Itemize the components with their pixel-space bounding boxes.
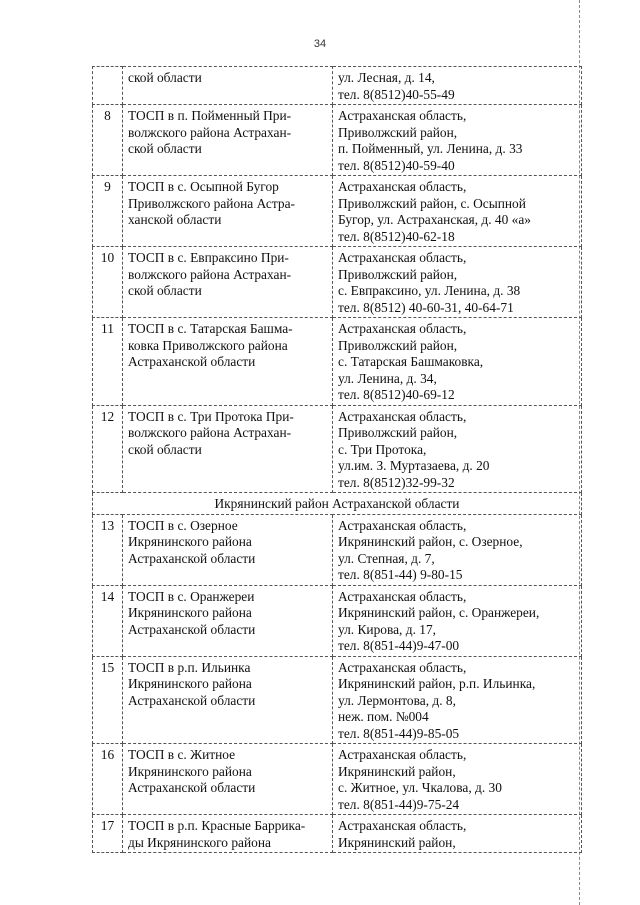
address-cell xyxy=(333,247,582,318)
row-number-cell: 11 xyxy=(93,318,123,406)
address-cell xyxy=(333,405,582,493)
text-line: ул. Лермонтова, д. 8, xyxy=(338,692,456,708)
text-line: волжского района Астрахан- xyxy=(128,124,292,140)
text-line: ТОСП в с. Осыпной Бугор xyxy=(128,179,279,194)
name-cell xyxy=(123,514,333,585)
name-cell xyxy=(123,815,333,853)
text-line: тел. 8(8512)40-55-49 xyxy=(338,86,455,102)
address-cell xyxy=(333,656,582,744)
text-line: тел. 8(8512)40-59-40 xyxy=(338,157,455,173)
address-cell xyxy=(333,176,582,247)
text-line: ской области xyxy=(128,70,202,85)
text-line: тел. 8(851-44)9-85-05 xyxy=(338,725,460,741)
address-cell xyxy=(333,744,582,815)
row-number-cell: 10 xyxy=(93,247,123,318)
text-line: ТОСП в с. Евпраксино При- xyxy=(128,250,289,265)
text-line: Приволжский район, xyxy=(338,266,458,282)
text-line: Астраханская область, xyxy=(338,588,467,604)
text-line: Астраханская область, xyxy=(338,659,467,675)
text-line: Приволжский район, xyxy=(338,124,458,140)
row-number-cell: 16 xyxy=(93,744,123,815)
text-line: ТОСП в с. Житное xyxy=(128,747,236,762)
text-line: Астраханская область, xyxy=(338,250,467,265)
row-number-cell: 13 xyxy=(93,514,123,585)
text-line: Приволжский район, xyxy=(338,425,458,440)
name-cell xyxy=(123,105,333,176)
text-line: Икрянинский район, с. Озерное, xyxy=(338,534,523,549)
text-line: тел. 8(851-44) 9-80-15 xyxy=(338,567,463,582)
text-line: Астраханской области xyxy=(128,550,256,566)
text-line: тел. 8(851-44)9-75-24 xyxy=(338,796,460,812)
text-line: ТОСП в р.п. Ильинка xyxy=(128,659,251,675)
name-cell xyxy=(123,656,333,744)
address-cell xyxy=(333,318,582,406)
table-row-continuation xyxy=(93,67,582,105)
text-line: ул. Кирова, д. 17, xyxy=(338,621,437,637)
text-line: ТОСП в р.п. Красные Баррика- xyxy=(128,818,306,833)
text-line: Икрянинский район, с. Оранжереи, xyxy=(338,605,540,620)
text-line: Астраханская область, xyxy=(338,517,467,533)
text-line: Астраханская область, xyxy=(338,321,467,336)
text-line: Приволжский район, с. Осыпной xyxy=(338,195,526,211)
text-line: ской области xyxy=(128,441,202,457)
text-line: волжского района Астрахан- xyxy=(128,266,292,282)
name-cell xyxy=(123,585,333,656)
text-line: тел. 8(851-44)9-47-00 xyxy=(338,638,460,653)
table-row xyxy=(93,247,582,318)
table-row xyxy=(93,815,582,853)
text-line: ул. Степная, д. 7, xyxy=(338,550,435,566)
registry-table xyxy=(92,66,582,853)
table-row xyxy=(93,744,582,815)
row-number-cell: 9 xyxy=(93,176,123,247)
text-line: Астраханская область, xyxy=(338,818,467,833)
text-line: тел. 8(8512)32-99-32 xyxy=(338,474,455,490)
text-line: с. Евпраксино, ул. Ленина, д. 38 xyxy=(338,283,521,298)
text-line: Икрянинского района xyxy=(128,763,252,779)
name-cell xyxy=(123,318,333,406)
text-line: ханской области xyxy=(128,212,222,227)
text-line: ТОСП в с. Татарская Башма- xyxy=(128,321,293,336)
name-cell xyxy=(123,176,333,247)
text-line: Икрянинского района xyxy=(128,676,252,691)
table-row xyxy=(93,585,582,656)
text-line: Приволжский район, xyxy=(338,337,458,353)
row-number-cell xyxy=(93,67,123,105)
text-line: Астраханская область, xyxy=(338,747,467,762)
row-number-cell: 15 xyxy=(93,656,123,744)
text-line: ской области xyxy=(128,141,202,156)
address-cell xyxy=(333,585,582,656)
text-line: ТОСП в с. Оранжереи xyxy=(128,588,255,604)
row-number-cell: 8 xyxy=(93,105,123,176)
text-line: Астраханской области xyxy=(128,621,256,637)
row-number-cell: 17 xyxy=(93,815,123,853)
text-line: с. Татарская Башмаковка, xyxy=(338,354,484,369)
text-line: Икрянинского района xyxy=(128,605,252,620)
text-line: тел. 8(8512) 40-60-31, 40-64-71 xyxy=(338,299,514,315)
text-line: тел. 8(8512)40-62-18 xyxy=(338,228,455,244)
text-line: ул. Ленина, д. 34, xyxy=(338,370,437,386)
section-heading-row xyxy=(93,493,582,515)
name-cell xyxy=(123,67,333,105)
row-number-cell: 12 xyxy=(93,405,123,493)
text-line: ул.им. З. Муртазаева, д. 20 xyxy=(338,458,490,473)
text-line: ковка Приволжского района xyxy=(128,337,288,353)
text-line: Икрянинского района xyxy=(128,534,252,549)
text-line: ской области xyxy=(128,283,202,298)
section-heading: Икрянинский район Астраханской области xyxy=(93,493,582,515)
row-number-cell: 14 xyxy=(93,585,123,656)
name-cell xyxy=(123,405,333,493)
text-line: ТОСП в с. Озерное xyxy=(128,517,238,533)
text-line: Астраханской области xyxy=(128,780,256,795)
text-line: Астраханская область, xyxy=(338,408,467,424)
table-row xyxy=(93,105,582,176)
text-line: Икрянинский район, р.п. Ильинка, xyxy=(338,676,536,691)
text-line: с. Житное, ул. Чкалова, д. 30 xyxy=(338,780,502,795)
name-cell xyxy=(123,247,333,318)
table-row xyxy=(93,405,582,493)
text-line: Бугор, ул. Астраханская, д. 40 «а» xyxy=(338,212,531,227)
table-row xyxy=(93,656,582,744)
text-line: ТОСП в с. Три Протока При- xyxy=(128,408,294,424)
text-line: тел. 8(8512)40-69-12 xyxy=(338,387,455,402)
page-number: 34 xyxy=(313,38,327,50)
text-line: Астраханская область, xyxy=(338,179,467,194)
text-line: п. Пойменный, ул. Ленина, д. 33 xyxy=(338,141,523,156)
text-line: Астраханской области xyxy=(128,692,256,708)
address-cell xyxy=(333,105,582,176)
text-line: Астраханская область, xyxy=(338,108,467,123)
address-cell xyxy=(333,815,582,853)
address-cell xyxy=(333,67,582,105)
table-row xyxy=(93,318,582,406)
text-line: ТОСП в п. Пойменный При- xyxy=(128,108,292,123)
text-line: Астраханской области xyxy=(128,354,256,369)
text-line: неж. пом. №004 xyxy=(338,709,429,724)
text-line: ул. Лесная, д. 14, xyxy=(338,70,435,85)
text-line: Икрянинский район, xyxy=(338,763,456,779)
address-cell xyxy=(333,514,582,585)
text-line: Приволжского района Астра- xyxy=(128,195,295,211)
text-line: ды Икрянинского района xyxy=(128,834,271,850)
table-row xyxy=(93,176,582,247)
text-line: волжского района Астрахан- xyxy=(128,425,292,440)
text-line: с. Три Протока, xyxy=(338,441,427,457)
name-cell xyxy=(123,744,333,815)
table-row xyxy=(93,514,582,585)
text-line: Икрянинский район, xyxy=(338,834,456,850)
